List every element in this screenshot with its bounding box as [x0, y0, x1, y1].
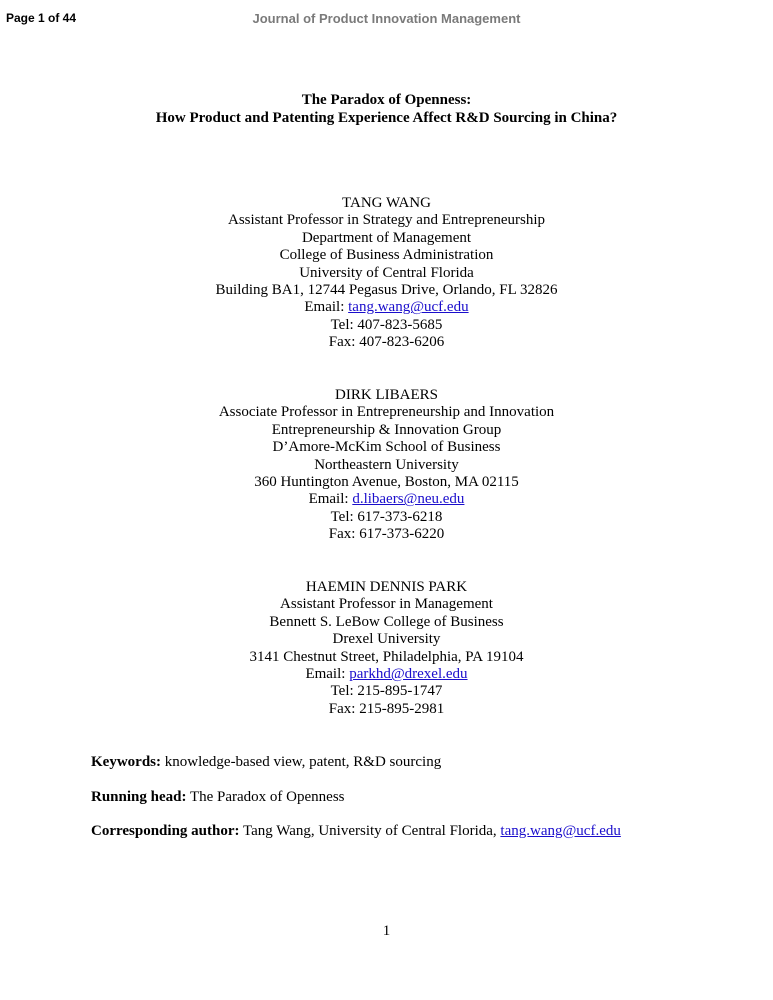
page-indicator: Page 1 of 44: [6, 11, 77, 25]
author-tel: Tel: 215-895-1747: [330, 683, 443, 700]
author-affiliation-line: Department of Management: [301, 229, 472, 246]
keywords-value: knowledge-based view, patent, R&D sourcing: [161, 754, 442, 770]
paper-title: [0, 91, 773, 127]
author-block-1: [0, 195, 773, 352]
email-label: Email:: [305, 666, 350, 683]
author-tel: Tel: 617-373-6218: [330, 508, 443, 525]
author-name: DIRK LIBAERS: [335, 387, 438, 403]
author-fax: Fax: 617-373-6220: [328, 526, 445, 543]
author-affiliation-line: Assistant Professor in Management: [280, 596, 493, 613]
author-affiliation-line: University of Central Florida: [299, 264, 474, 281]
author-affiliation-line: Associate Professor in Entrepreneurship and Innovation: [218, 404, 555, 421]
author-address: 3141 Chestnut Street, Philadelphia, PA 19104: [249, 648, 524, 665]
author-email-line: [0, 299, 773, 316]
author-email-line: [0, 491, 773, 508]
corresponding-author-value: Tang Wang, University of Central Florida,: [239, 823, 501, 839]
keywords-line: [91, 753, 441, 771]
title-line-2: How Product and Patenting Experience Affect R&D Sourcing in China?: [155, 110, 618, 126]
author-name: HAEMIN DENNIS PARK: [305, 579, 468, 595]
author-affiliation-line: Northeastern University: [314, 456, 459, 473]
running-head-label: Running head:: [91, 789, 187, 805]
author-address: Building BA1, 12744 Pegasus Drive, Orlando, FL 32826: [215, 282, 558, 299]
corresponding-author-line: [91, 822, 621, 840]
email-label: Email:: [304, 299, 349, 316]
author-block-2: [0, 387, 773, 544]
author-address: 360 Huntington Avenue, Boston, MA 02115: [254, 474, 519, 491]
running-head-value: The Paradox of Openness: [186, 789, 345, 805]
author-affiliation-line: Drexel University: [332, 631, 441, 648]
author-affiliation-line: Bennett S. LeBow College of Business: [269, 613, 504, 630]
author-fax: Fax: 407-823-6206: [328, 334, 445, 351]
journal-header: Journal of Product Innovation Management: [252, 11, 521, 26]
author-name: TANG WANG: [342, 195, 431, 211]
title-line-1: The Paradox of Openness:: [301, 92, 472, 108]
author-email-line: [0, 666, 773, 683]
author-affiliation-line: D’Amore-McKim School of Business: [272, 439, 501, 456]
author-tel: Tel: 407-823-5685: [330, 316, 443, 333]
author-email-link[interactable]: parkhd@drexel.edu: [349, 666, 468, 683]
author-affiliation-line: Entrepreneurship & Innovation Group: [271, 421, 502, 438]
author-block-3: [0, 579, 773, 718]
author-affiliation-line: Assistant Professor in Strategy and Entrepreneurship: [227, 212, 546, 229]
corresponding-author-label: Corresponding author:: [91, 823, 240, 839]
author-affiliation-line: College of Business Administration: [279, 247, 494, 264]
author-email-link[interactable]: tang.wang@ucf.edu: [348, 299, 469, 316]
corresponding-email-link[interactable]: tang.wang@ucf.edu: [500, 823, 621, 839]
author-fax: Fax: 215-895-2981: [328, 700, 445, 717]
running-head-line: [91, 788, 345, 806]
page-number: 1: [382, 923, 391, 939]
email-label: Email:: [308, 491, 353, 508]
author-email-link[interactable]: d.libaers@neu.edu: [352, 491, 465, 508]
keywords-label: Keywords:: [91, 754, 161, 770]
